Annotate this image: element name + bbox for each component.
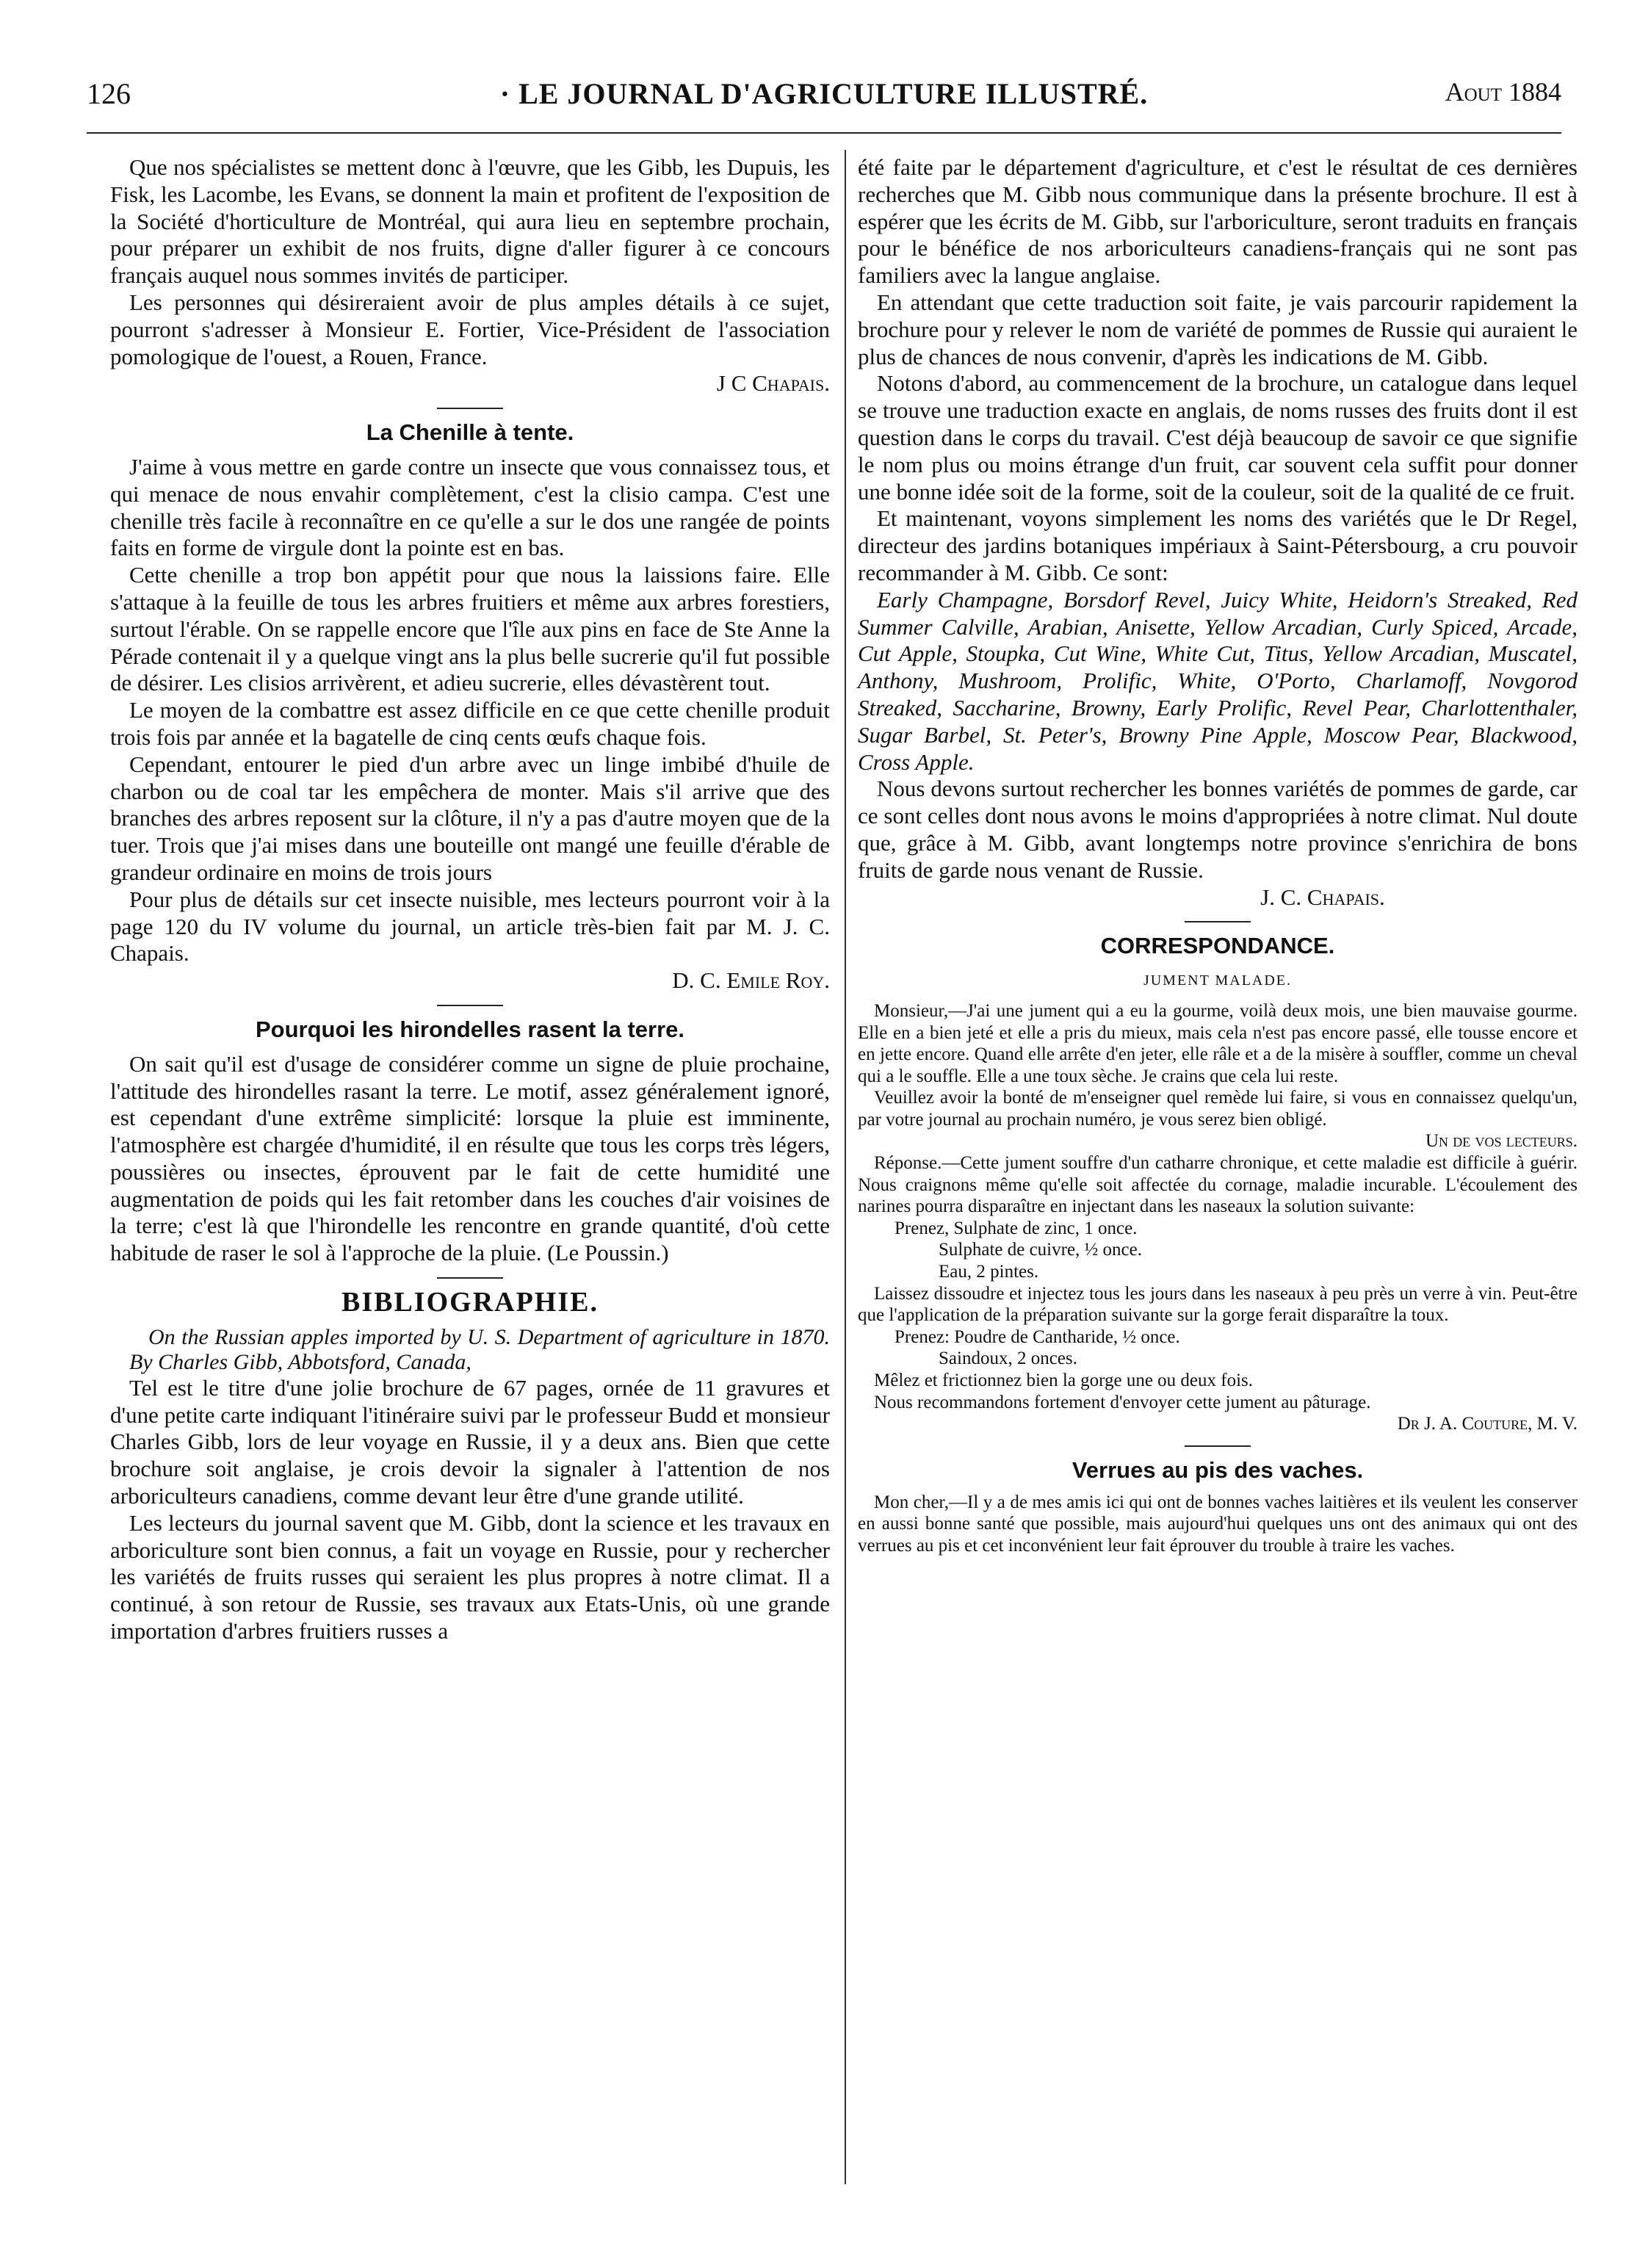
section-divider	[437, 408, 503, 409]
recipe-1-line-3: Eau, 2 pintes.	[939, 1262, 1039, 1282]
correspondance-body	[858, 1000, 1578, 1435]
verrues-heading: Verrues au pis des vaches.	[1072, 1456, 1364, 1483]
letter-paragraph-2: Veuillez avoir la bonté de m'enseigner quel remède lui faire, si vous en connaissez quelqu'un, par votre journal au prochain numéro, je vous serez bien obligé.	[858, 1088, 1578, 1130]
letter-signature: Un de vos lecteurs.	[1425, 1131, 1578, 1152]
bibliographie-heading: BIBLIOGRAPHIE.	[341, 1287, 599, 1318]
apple-varieties-list: Early Champagne, Borsdorf Revel, Juicy White, Heidorn's Streaked, Red Summer Calville, Arabian, Anisette, Yellow Arcadian, Curly Spiced, Arcade, Cut Apple, Stoupka, Cut Wine, White Cut, Titus, Yellow Arcadian, Muscatel, Anthony, Mushroom, Prolific, White, O'Porto, Charlamoff, Novgorod Streaked, Saccharine, Browny, Early Prolific, Revel Pear, Charlottenthaler, Sugar Barbel, St. Peter's, Browny Pine Apple, Moscow Pear, Blackwood, Cross Apple.	[858, 586, 1578, 775]
hirondelles-heading: Pourquoi les hirondelles rasent la terre.	[255, 1016, 684, 1042]
letter-paragraph-1: Monsieur,—J'ai une jument qui a eu la gourme, voilà deux mois, une bien mauvaise gourme. Elle en a bien jeté et elle a pris du mieux, mais cela n'est pas encore passé, elle tousse encore et en jette encore. Quand elle arrête d'en jeter, elle râle et a de la misère à souffler, comme un cheval qui a le souffle. Elle a une toux sèche. Je crains que cela lui reste.	[858, 1000, 1578, 1086]
bibliographie-signature: J. C. Chapais.	[1260, 884, 1385, 910]
bibliographie-continued-3: Notons d'abord, au commencement de la brochure, un catalogue dans lequel se trouve une traduction exacte en anglais, de noms russes des fruits dont il est question dans le corps du travail. C'est déjà beaucoup de savoir ce que signifie le nom plus ou moins étrange d'un fruit, car souvent cela suffit pour donner une bonne idée soit de la forme, soit de la couleur, soit de la qualité de ce fruit.	[858, 370, 1578, 505]
reply-paragraph-1: Réponse.—Cette jument souffre d'un catharre chronique, et cette maladie est difficile à guérir. Nous craignons même qu'elle soit affectée du cornage, maladie incurable. L'écoulement des narines pourra disparaître en injectant dans les naseaux la solution suivante:	[858, 1153, 1578, 1217]
journal-title: · LE JOURNAL D'AGRICULTURE ILLUSTRÉ.	[499, 77, 1149, 110]
contact-paragraph: Les personnes qui désireraient avoir de plus amples détails à ce sujet, pourront s'adresser à Monsieur E. Fortier, Vice-Président de l'association pomologique de l'ouest, a Rouen, France.	[110, 289, 830, 369]
page-header	[87, 76, 1561, 120]
brochure-title: On the Russian apples imported by U. S. Department of agriculture in 1870. By Charles Gibb, Abbotsford, Canada,	[129, 1324, 830, 1374]
chenille-paragraph-3: Le moyen de la combattre est assez difficile en ce que cette chenille produit trois fois par année et la bagatelle de cinq cents œufs chaque fois.	[110, 697, 830, 750]
recipe-2-line-2: Saindoux, 2 onces.	[939, 1348, 1077, 1369]
section-divider	[437, 1005, 503, 1006]
section-divider	[1185, 921, 1251, 922]
recipe-1-line-2: Sulphate de cuivre, ½ once.	[939, 1240, 1142, 1260]
column-divider	[845, 150, 846, 2184]
chenille-paragraph-2: Cette chenille a trop bon appétit pour que nous la laissions faire. Elle s'attaque à la feuille de tous les arbres fruitiers et même aux arbres forestiers, surtout l'érable. On se rappelle encore que l'île aux pins en face de Ste Anne la Pérade contenait il y a quelque vingt ans la plus belle sucrerie qu'il fut possible de désirer. Les clisios arrivèrent, et adieu sucrerie, elles dévastèrent tout.	[110, 562, 830, 696]
bibliographie-continued-2: En attendant que cette traduction soit faite, je vais parcourir rapidement la brochure pour y relever le nom de variété de pommes de Russie qui auraient le plus de chances de nous convenir, d'après les indications de M. Gibb.	[858, 289, 1578, 369]
header-rule	[87, 132, 1561, 134]
bibliographie-paragraph-1: Tel est le titre d'une jolie brochure de 67 pages, ornée de 11 gravures et d'une petite carte indiquant l'itinéraire suivi par le professeur Budd et monsieur Charles Gibb, lors de leur voyage en Russie, il y a deux ans. Bien que cette brochure soit anglaise, je crois devoir la signaler à l'attention de nos arboriculteurs canadiens, comme devant leur être d'une grande utilité.	[110, 1374, 830, 1509]
bibliographie-paragraph-2: Les lecteurs du journal savent que M. Gibb, dont la science et les travaux en arboriculture sont bien connus, a fait un voyage en Russie, pour y rechercher les variétés de fruits russes qui seraient les plus propres à notre climat. Il a continué, à son retour de Russie, ses travaux aux Etats-Unis, où une grande importation d'arbres fruitiers russes a	[110, 1509, 830, 1644]
recipe-1-line-1: Prenez, Sulphate de zinc, 1 once.	[895, 1218, 1138, 1238]
reply-signature: Dr J. A. Couture, M. V.	[1397, 1414, 1578, 1434]
recipe-2-line-1: Prenez: Poudre de Cantharide, ½ once.	[895, 1326, 1180, 1347]
page-number: 126	[87, 77, 131, 110]
reply-paragraph-2: Laissez dissoudre et injectez tous les jours dans les naseaux à peu près un verre à vin. Peut-être que l'application de la préparation suivante sur la gorge ferait disparaître la toux.	[858, 1283, 1578, 1326]
chenille-heading: La Chenille à tente.	[366, 419, 574, 446]
issue-date: Aout 1884	[1445, 77, 1561, 106]
chenille-paragraph-1: J'aime à vous mettre en garde contre un insecte que vous connaissez tous, et qui menace de nous envahir complètement, c'est la clisio campa. C'est une chenille très facile à reconnaître en ce qu'elle a sur le dos une rangée de points faits en forme de virgule dont la pointe est en bas.	[110, 453, 830, 561]
chenille-paragraph-4: Cependant, entourer le pied d'un arbre avec un linge imbibé d'huile de charbon ou de coal tar les empêchera de monter. Mais s'il arrive que des branches des arbres reposent sur la clôture, il n'y a pas d'autre moyen que de la tuer. Trois que j'ai mises dans une bouteille ont mangé une feuille d'érable de grandeur ordinaire en moins de trois jours	[110, 751, 830, 885]
reply-paragraph-3: Mêlez et frictionnez bien la gorge une ou deux fois.	[874, 1370, 1254, 1390]
contact-signature: J C Chapais.	[716, 370, 830, 397]
correspondance-subheading: JUMENT MALADE.	[1143, 972, 1293, 989]
correspondance-heading: CORRESPONDANCE.	[1100, 933, 1335, 959]
bibliographie-continued-5: Nous devons surtout rechercher les bonnes variétés de pommes de garde, car ce sont celles dont nous avons le moins d'appropriées à notre climat. Nul doute que, grâce à M. Gibb, avant longtemps notre province s'enrichira de bons fruits de garde nous venant de Russie.	[858, 776, 1578, 883]
chenille-paragraph-5: Pour plus de détails sur cet insecte nuisible, mes lecteurs pourront voir à la page 120 du IV volume du journal, un article très-bien fait par M. J. C. Chapais.	[110, 886, 830, 967]
bibliographie-continued-1: été faite par le département d'agriculture, et c'est le résultat de ces dernières recherches que M. Gibb nous communique dans la présente brochure. Il est à espérer que les écrits de M. Gibb, sur l'arboriculture, seront traduits en français pour le bénéfice de nos arboriculteurs canadiens-français qui ne sont pas familiers avec la langue anglaise.	[858, 154, 1578, 289]
verrues-paragraph: Mon cher,—Il y a de mes amis ici qui ont de bonnes vaches laitières et ils veulent les conserver en aussi bonne santé que possible, mais aujourd'hui quelques uns ont des animaux qui ont des verrues au pis et cet inconvénient leur fait éprouver du trouble à traire les vaches.	[858, 1492, 1578, 1556]
hirondelles-paragraph: On sait qu'il est d'usage de considérer comme un signe de pluie prochaine, l'attitude des hirondelles rasant la terre. Le motif, assez généralement ignoré, est cependant d'une extrême simplicité: lorsque la pluie est imminente, l'atmosphère est chargée d'humidité, il en résulte que tous les corps très légers, poussières ou insectes, éprouvent par le fait de cette humidité une augmentation de poids qui les fait retomber dans les couches d'air voisines de la terre; c'est là que l'hirondelle les rencontre en grande quantité, d'où cette habitude de raser le sol à l'approche de la pluie. (Le Poussin.)	[110, 1050, 830, 1266]
section-divider	[437, 1277, 503, 1279]
right-column	[858, 154, 1578, 1556]
intro-paragraph: Que nos spécialistes se mettent donc à l'œuvre, que les Gibb, les Dupuis, les Fisk, les Lacombe, les Evans, se donnent la main et profitent de l'exposition de la Société d'horticulture de Montréal, qui aura lieu en septembre prochain, pour préparer un exhibit de nos fruits, digne d'aller figurer à ce concours français auquel nous sommes invités de participer.	[110, 154, 830, 289]
verrues-body	[858, 1492, 1578, 1557]
section-divider	[1185, 1445, 1251, 1447]
reply-paragraph-4: Nous recommandons fortement d'envoyer cette jument au pâturage.	[874, 1392, 1371, 1412]
chenille-signature: D. C. Emile Roy.	[672, 967, 830, 994]
left-column	[110, 154, 830, 1645]
bibliographie-continued-4: Et maintenant, voyons simplement les noms des variétés que le Dr Regel, directeur des jardins botaniques impériaux à Saint-Pétersbourg, a cru pouvoir recommander à M. Gibb. Ce sont:	[858, 505, 1578, 585]
